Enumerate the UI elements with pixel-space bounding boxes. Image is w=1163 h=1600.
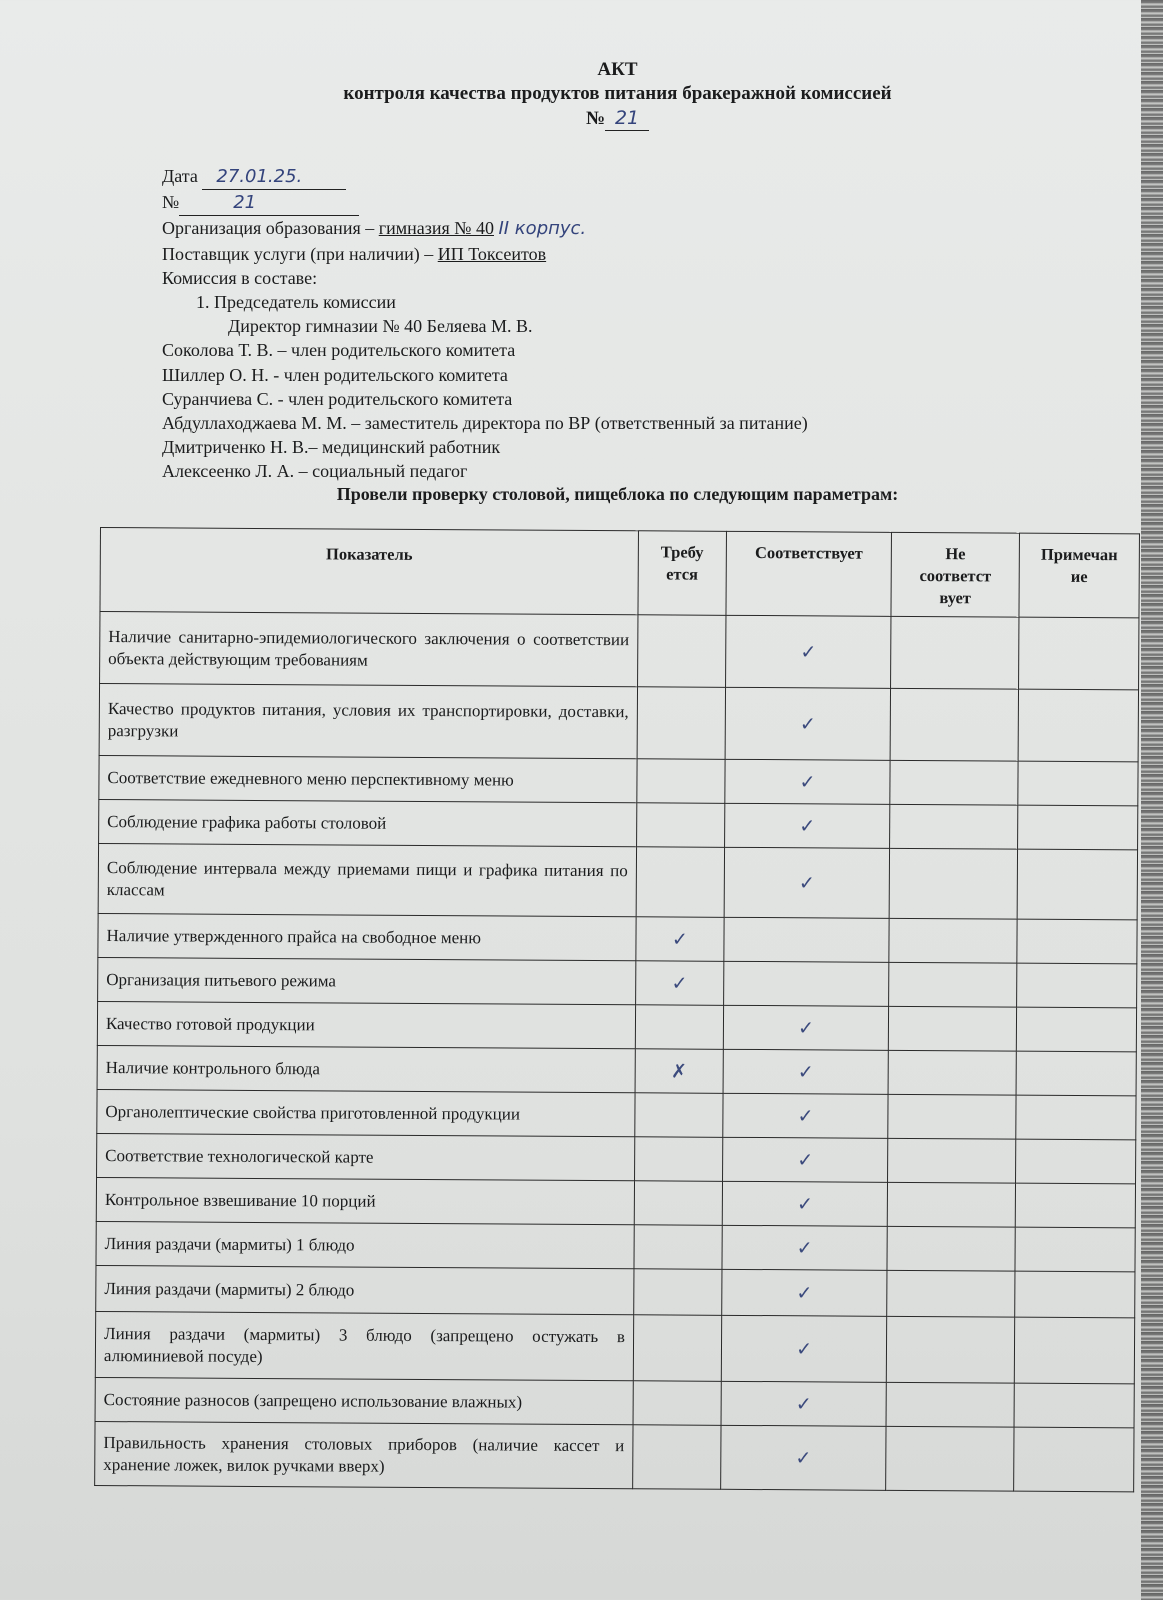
indicator-cell [97, 1089, 635, 1136]
check-mark-icon: ✓ [796, 1236, 813, 1259]
organization-note: II корпус. [498, 218, 587, 240]
indicator-cell [98, 913, 636, 960]
complies-cell [720, 1425, 886, 1490]
indicator-label: Правильность хранения столовых приборов (наличие кассет и хранение ложек, вилок ручками вверх) [103, 1432, 625, 1476]
note-cell [1015, 1271, 1135, 1318]
table-row [97, 1133, 1136, 1183]
check-mark-icon: ✓ [797, 1104, 814, 1127]
indicator-label: Наличие санитарно-эпидемиологического заключения о соответствии объекта действующим требованиям [108, 626, 630, 670]
date-row [162, 164, 1062, 190]
document-number [0, 106, 1163, 131]
indicator-label: Линия раздачи (мармиты) 3 блюдо (запрещено остужать в алюминиевой посуде) [103, 1323, 625, 1366]
not-complies-cell [887, 1226, 1015, 1271]
complies-cell [723, 961, 889, 1006]
check-mark-icon: ✓ [799, 712, 816, 735]
indicator-cell [97, 1001, 635, 1048]
indicator-label: Наличие утвержденного прайса на свободное меню [106, 925, 482, 947]
indicator-label: Соблюдение интервала между приемами пищи и графика питания по классам [106, 857, 628, 899]
note-cell [1015, 1183, 1135, 1228]
header-complies: Соответствует [726, 531, 892, 616]
note-cell [1015, 1227, 1135, 1272]
not-complies-cell [887, 1270, 1015, 1317]
check-mark-icon: ✓ [796, 1192, 813, 1215]
note-cell [1014, 1383, 1134, 1428]
complies-cell [724, 847, 890, 918]
member-4: Абдуллаходжаева М. М. – заместитель директора по ВР (ответственный за питание) [162, 413, 808, 434]
check-mark-icon: ✓ [798, 871, 815, 894]
supplier-label: Поставщик услуги (при наличии) – [162, 243, 434, 264]
required-cell [635, 961, 723, 1006]
header-required: Требу ется [638, 531, 726, 616]
meta-block [162, 164, 1062, 484]
table-row [97, 1001, 1136, 1051]
not-complies-cell [888, 1050, 1016, 1095]
indicator-cell [96, 1265, 634, 1314]
indicator-cell [95, 1377, 633, 1424]
complies-cell [725, 615, 891, 688]
table-row [96, 1221, 1135, 1271]
header-indicator: Показатель [100, 528, 638, 615]
date-label: Дата [162, 166, 198, 186]
not-complies-cell [888, 1182, 1016, 1227]
not-complies-cell [891, 616, 1019, 689]
table-row [99, 799, 1138, 849]
date-value: 27.01.25. [202, 165, 346, 190]
required-cell [635, 1049, 723, 1094]
not-complies-cell [886, 1382, 1014, 1427]
table-row [95, 1377, 1134, 1427]
check-mark-icon: ✓ [795, 1392, 812, 1415]
number-label: № [162, 192, 180, 213]
document-subtitle: контроля качества продуктов питания бракеражной комиссией [343, 83, 892, 104]
table-header [100, 528, 1139, 618]
required-cell [633, 1315, 721, 1382]
document-title: АКТ [597, 59, 638, 80]
table-row [96, 1177, 1135, 1227]
indicator-label: Линия раздачи (мармиты) 2 блюдо [104, 1278, 355, 1300]
indicator-cell [95, 1311, 633, 1380]
indicator-label: Состояние разносов (запрещено использование влажных) [103, 1389, 523, 1412]
complies-cell [724, 917, 890, 962]
required-cell [636, 917, 724, 962]
table-header-row [100, 528, 1139, 618]
not-complies-cell [889, 848, 1017, 919]
indicator-cell [98, 957, 636, 1004]
complies-cell [722, 1269, 888, 1316]
complies-cell [723, 1005, 889, 1050]
not-complies-cell [889, 918, 1017, 963]
note-cell [1016, 963, 1136, 1008]
complies-cell [725, 759, 891, 804]
indicator-label: Соблюдение графика работы столовой [107, 811, 387, 833]
table-body [95, 612, 1139, 1492]
check-mark-icon: ✓ [797, 1148, 814, 1171]
not-complies-cell [889, 1006, 1017, 1051]
required-cell [635, 1005, 723, 1050]
indicator-label: Соответствие технологической карте [105, 1145, 374, 1167]
number-value: 21 [179, 191, 359, 216]
complies-cell [721, 1315, 887, 1382]
complies-cell [724, 803, 890, 848]
required-cell [634, 1225, 722, 1270]
document-number-value: 21 [605, 106, 649, 131]
indicator-label: Наличие контрольного блюда [105, 1057, 321, 1078]
chair-name: Директор гимназии № 40 Беляева М. В. [228, 316, 533, 337]
indicator-cell [100, 612, 638, 687]
required-cell [634, 1137, 722, 1182]
table-row [95, 1421, 1134, 1491]
member-3: Суранчиева С. - член родительского комитета [162, 388, 513, 409]
check-mark-icon: ✗ [670, 1059, 688, 1083]
paper-edge-shadow [1141, 0, 1163, 1600]
required-cell [637, 615, 725, 688]
indicator-label: Организация питьевого режима [106, 969, 337, 990]
table-row [97, 1045, 1136, 1095]
required-cell [632, 1425, 720, 1490]
indicator-cell [95, 1421, 633, 1488]
indicator-cell [98, 843, 636, 916]
note-cell [1018, 689, 1139, 762]
complies-cell [721, 1381, 887, 1426]
table-row [98, 913, 1137, 963]
organization-value: гимназия № 40 [378, 218, 494, 239]
check-mark-icon: ✓ [799, 770, 816, 793]
table-row [98, 957, 1137, 1007]
indicator-label: Качество продуктов питания, условия их транспортировки, доставки, разгрузки [107, 698, 629, 740]
not-complies-cell [890, 760, 1018, 805]
table-row [95, 1311, 1134, 1383]
member-6: Алексеенко Л. А. – социальный педагог [162, 461, 468, 482]
inspection-table [94, 527, 1140, 1492]
required-cell [634, 1181, 722, 1226]
note-cell [1017, 919, 1137, 964]
not-complies-cell [889, 962, 1017, 1007]
chair-label: 1. Председатель комиссии [196, 292, 396, 313]
not-complies-cell [887, 1316, 1015, 1383]
indicator-label: Соответствие ежедневного меню перспективному меню [107, 767, 514, 790]
complies-cell [722, 1181, 888, 1226]
table-row [99, 684, 1138, 762]
complies-cell [722, 1225, 888, 1270]
number-row [162, 190, 1062, 216]
member-1: Соколова Т. В. – член родительского комитета [162, 340, 516, 361]
indicator-cell [97, 1045, 635, 1092]
supplier-value: ИП Токсеитов [437, 243, 547, 264]
required-cell [633, 1381, 721, 1426]
note-cell [1015, 1139, 1135, 1184]
table-row [98, 843, 1137, 919]
table-row [96, 1265, 1135, 1317]
not-complies-cell [890, 688, 1018, 761]
check-mark-icon: ✓ [671, 972, 688, 995]
member-2: Шиллер О. Н. - член родительского комитета [162, 364, 508, 385]
indicator-cell [96, 1221, 634, 1268]
indicator-cell [99, 684, 637, 759]
not-complies-cell [888, 1138, 1016, 1183]
document-number-label: № [585, 108, 606, 129]
note-cell [1018, 617, 1139, 690]
not-complies-cell [890, 804, 1018, 849]
check-mark-icon: ✓ [795, 1446, 812, 1469]
indicator-cell [99, 755, 637, 802]
required-cell [637, 759, 725, 804]
indicator-cell [97, 1133, 635, 1180]
note-cell [1014, 1427, 1134, 1492]
check-mark-icon: ✓ [799, 814, 816, 837]
member-5: Дмитриченко Н. В.– медицинский работник [162, 437, 501, 458]
note-cell [1018, 761, 1138, 806]
note-cell [1017, 805, 1137, 850]
check-mark-icon: ✓ [797, 1060, 814, 1083]
check-mark-icon: ✓ [800, 640, 817, 663]
organization-label: Организация образования – [162, 218, 375, 239]
document-header [0, 58, 1163, 131]
complies-cell [722, 1137, 888, 1182]
check-mark-icon: ✓ [797, 1016, 815, 1039]
note-cell [1017, 849, 1138, 920]
table-row [99, 755, 1138, 805]
complies-cell [725, 687, 891, 760]
check-mark-icon: ✓ [796, 1337, 813, 1360]
indicator-label: Качество готовой продукции [105, 1013, 315, 1034]
indicator-cell [96, 1177, 634, 1224]
note-cell [1016, 1007, 1136, 1052]
required-cell [635, 1093, 723, 1138]
supplier-row [162, 242, 1062, 266]
indicator-label: Контрольное взвешивание 10 порций [104, 1189, 376, 1211]
not-complies-cell [888, 1094, 1016, 1139]
complies-cell [723, 1093, 889, 1138]
commission-label: Комиссия в составе: [162, 267, 318, 288]
complies-cell [723, 1049, 889, 1094]
section-title: Провели проверку столовой, пищеблока по следующим параметрам: [336, 484, 899, 504]
table-row [97, 1089, 1136, 1139]
required-cell [636, 803, 724, 848]
header-not-complies: Не соответст вует [891, 532, 1019, 617]
not-complies-cell [886, 1426, 1014, 1491]
table-row [100, 612, 1139, 690]
required-cell [637, 687, 725, 760]
required-cell [636, 847, 724, 918]
note-cell [1016, 1051, 1136, 1096]
indicator-label: Органолептические свойства приготовленной продукции [105, 1101, 521, 1124]
check-mark-icon: ✓ [671, 928, 688, 951]
required-cell [634, 1269, 722, 1316]
header-note: Примечан ие [1019, 533, 1140, 618]
indicator-label: Линия раздачи (мармиты) 1 блюдо [104, 1233, 355, 1255]
organization-row [162, 216, 1062, 241]
indicator-cell [99, 799, 637, 846]
note-cell [1016, 1095, 1136, 1140]
note-cell [1014, 1317, 1134, 1384]
check-mark-icon: ✓ [796, 1281, 813, 1304]
